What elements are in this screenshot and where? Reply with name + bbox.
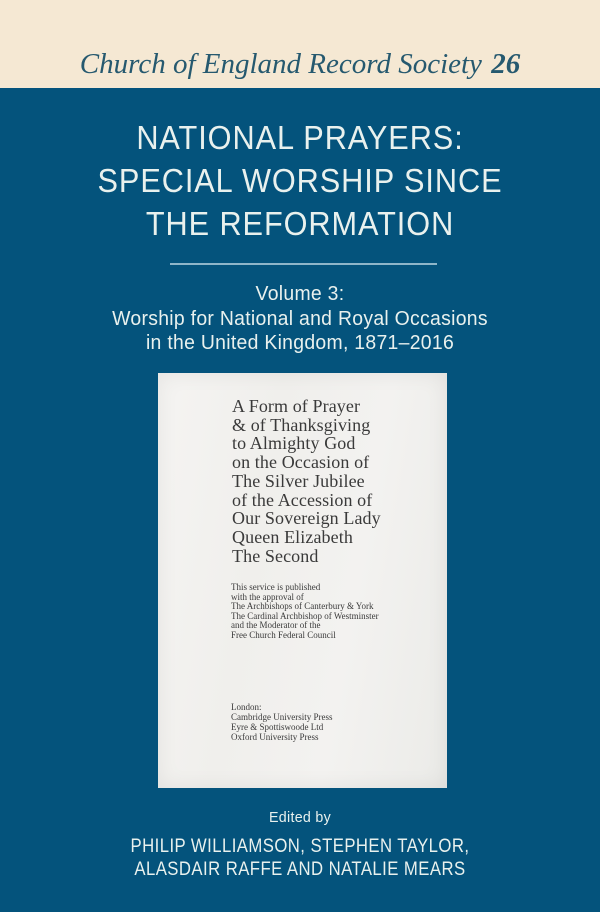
- publisher-line: Eyre & Spottiswoode Ltd: [231, 721, 324, 732]
- editors-block: [0, 808, 600, 881]
- service-book-title-line: & of Thanksgiving: [232, 414, 371, 435]
- volume-subtitle-line-2: in the United Kingdom, 1871–2016: [145, 332, 455, 354]
- approval-note-line: This service is published: [231, 582, 321, 592]
- editor-names-line-1: PHILIP WILLIAMSON, STEPHEN TAYLOR,: [130, 836, 470, 857]
- book-title-line-1: NATIONAL PRAYERS:: [136, 119, 464, 156]
- service-book-title-line: on the Occasion of: [232, 452, 370, 473]
- publisher-line: London:: [231, 702, 262, 712]
- service-book-publishers: [231, 703, 333, 743]
- approval-note-line: The Archbishops of Canterbury & York: [231, 601, 374, 612]
- volume-subtitle-line-1: Worship for National and Royal Occasions: [112, 308, 488, 330]
- edited-by-label: Edited by: [269, 809, 331, 826]
- series-title: [80, 48, 520, 81]
- series-number: 26: [491, 48, 521, 80]
- book-title: [21, 116, 579, 245]
- series-band: [0, 0, 600, 88]
- service-book-title-line: Our Sovereign Lady: [232, 508, 381, 529]
- volume-number: Volume 3:: [255, 283, 345, 305]
- publisher-line: Cambridge University Press: [231, 711, 333, 722]
- divider-rule: [170, 263, 437, 265]
- editor-names-line-2: ALASDAIR RAFFE AND NATALIE MEARS: [134, 859, 466, 880]
- publisher-line: Oxford University Press: [231, 731, 319, 742]
- book-title-line-3: THE REFORMATION: [145, 205, 455, 242]
- service-book-approval-note: [231, 583, 379, 641]
- service-book-title-line: A Form of Prayer: [232, 396, 361, 416]
- approval-note-line: and the Moderator of the: [231, 620, 321, 631]
- service-book-title-line: The Second: [232, 545, 319, 566]
- service-book-title-line: Queen Elizabeth: [232, 526, 353, 547]
- service-book-title-line: to Almighty God: [232, 433, 356, 454]
- service-book-cover-photo: [158, 373, 447, 788]
- approval-note-line: The Cardinal Archbishop of Westminster: [231, 610, 379, 621]
- approval-note-line: with the approval of: [231, 591, 304, 602]
- book-title-line-2: SPECIAL WORSHIP SINCE: [97, 162, 503, 199]
- volume-subtitle: [9, 282, 591, 355]
- service-book-title-line: The Silver Jubilee: [232, 470, 365, 491]
- series-name: Church of England Record Society: [79, 48, 482, 80]
- service-book-title: [232, 397, 381, 565]
- service-book-title-line: of the Accession of: [232, 489, 373, 510]
- approval-note-line: Free Church Federal Council: [231, 629, 336, 640]
